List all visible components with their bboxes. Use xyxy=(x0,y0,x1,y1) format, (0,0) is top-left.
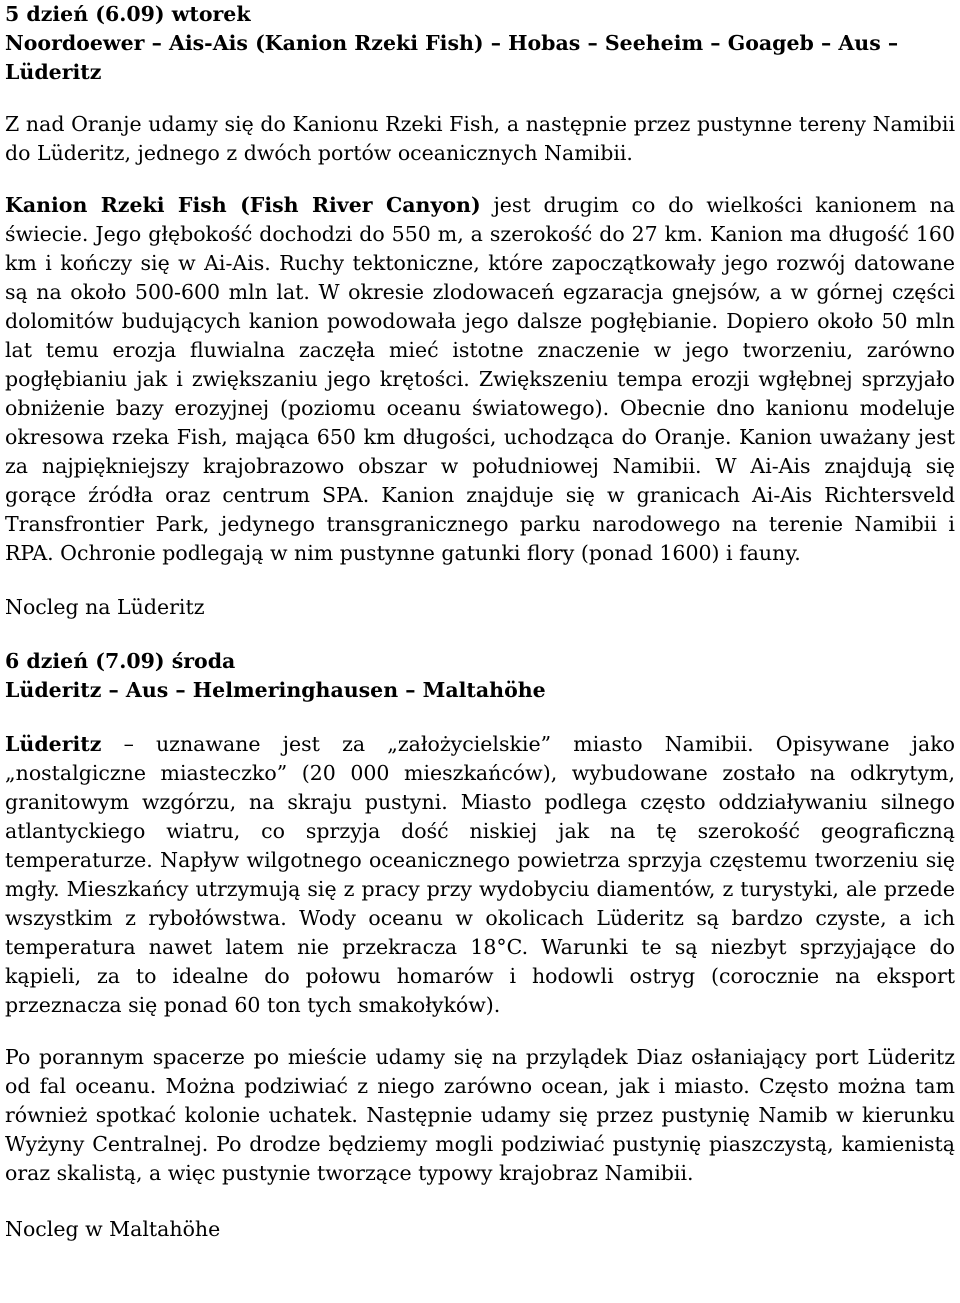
spacer xyxy=(5,1020,955,1043)
day5-heading-route: Noordoewer – Ais-Ais (Kanion Rzeki Fish) – Hobas – Seeheim – Goageb – Aus – Lüderitz xyxy=(5,31,899,84)
luderitz-term: Lüderitz xyxy=(5,732,102,756)
day5-canyon-paragraph xyxy=(5,191,955,568)
day6-luderitz-paragraph xyxy=(5,730,955,1020)
spacer xyxy=(5,622,955,647)
spacer xyxy=(5,568,955,593)
day6-heading-date: 6 dzień (7.09) środa xyxy=(5,649,236,673)
spacer xyxy=(5,705,955,730)
day5-heading-date: 5 dzień (6.09) wtorek xyxy=(5,2,251,26)
day6-heading-route: Lüderitz – Aus – Helmeringhausen – Maltahöhe xyxy=(5,678,546,702)
spacer xyxy=(5,1188,955,1215)
spacer xyxy=(5,87,955,110)
day6-overnight: Nocleg w Maltahöhe xyxy=(5,1217,221,1241)
day5-intro-paragraph: Z nad Oranje udamy się do Kanionu Rzeki Fish, a następnie przez pustynne tereny Namibii do Lüderitz, jednego z dwóch portów oceanicznych Namibii. xyxy=(5,112,955,165)
luderitz-description: – uznawane jest za „założycielskie” miasto Namibii. Opisywane jako „nostalgiczne miasteczko” (20 000 mieszkańców), wybudowane zostało na odkrytym, granitowym wzgórzu, na skraju pustyni. Miasto podlega często oddziaływaniu silnego atlantyckiego wiatru, co sprzyja dość niskiej jak na tę szerokość geograficzną temperaturze. Napływ wilgotnego oceanicznego powietrza sprzyja częstemu tworzeniu się mgły. Mieszkańcy utrzymują się z pracy przy wydobyciu diamentów, z turystyki, ale przede wszystkim z rybołówstwa. Wody oceanu w okolicach Lüderitz są bardzo czyste, a ich temperatura nawet latem nie przekracza 18°C. Warunki te są niezbyt sprzyjające do kąpieli, za to idealne do połowu homarów i hodowli ostryg (corocznie na eksport przeznacza się ponad 60 ton tych smakołyków). xyxy=(5,732,955,1017)
canyon-description: jest drugim co do wielkości kanionem na świecie. Jego głębokość dochodzi do 550 m, a szerokość do 27 km. Kanion ma długość 160 km i kończy się w Ai-Ais. Ruchy tektoniczne, które zapoczątkowały jego rozwój datowane są na około 500-600 mln lat. W okresie zlodowaceń egzaracja gnejsów, a w górnej części dolomitów budujących kanion powodowała jego dalsze pogłębianie. Dopiero około 50 mln lat temu erozja fluwialna zaczęła mieć istotne znaczenie w jego tworzeniu, zarówno pogłębianiu jak i zwiększaniu jego krętości. Zwiększeniu tempa erozji wgłębnej sprzyjało obniżenie bazy erozyjnej (poziomu oceanu światowego). Obecnie dno kanionu modeluje okresowa rzeka Fish, mająca 650 km długości, uchodząca do Oranje. Kanion uważany jest za najpiękniejszy krajobrazowo obszar w południowej Namibii. W Ai-Ais znajdują się gorące źródła oraz centrum SPA. Kanion znajduje się w granicach Ai-Ais Richtersveld Transfrontier Park, jedynego transgranicznego parku narodowego na terenie Namibii i RPA. Ochronie podlegają w nim pustynne gatunki flory (ponad 1600) i fauny. xyxy=(5,193,955,565)
day6-walk-paragraph: Po porannym spacerze po mieście udamy się na przylądek Diaz osłaniający port Lüderitz od fal oceanu. Można podziwiać z niego zarówno ocean, jak i miasto. Często można tam również spotkać kolonie uchatek. Następnie udamy się przez pustynię Namib w kierunku Wyżyny Centralnej. Po drodze będziemy mogli podziwiać pustynię piaszczystą, kamienistą oraz skalistą, a więc pustynie tworzące typowy krajobraz Namibii. xyxy=(5,1045,955,1185)
canyon-term: Kanion Rzeki Fish (Fish River Canyon) xyxy=(5,193,481,217)
spacer xyxy=(5,168,955,191)
day5-overnight: Nocleg na Lüderitz xyxy=(5,595,205,619)
document-page xyxy=(5,0,955,1244)
